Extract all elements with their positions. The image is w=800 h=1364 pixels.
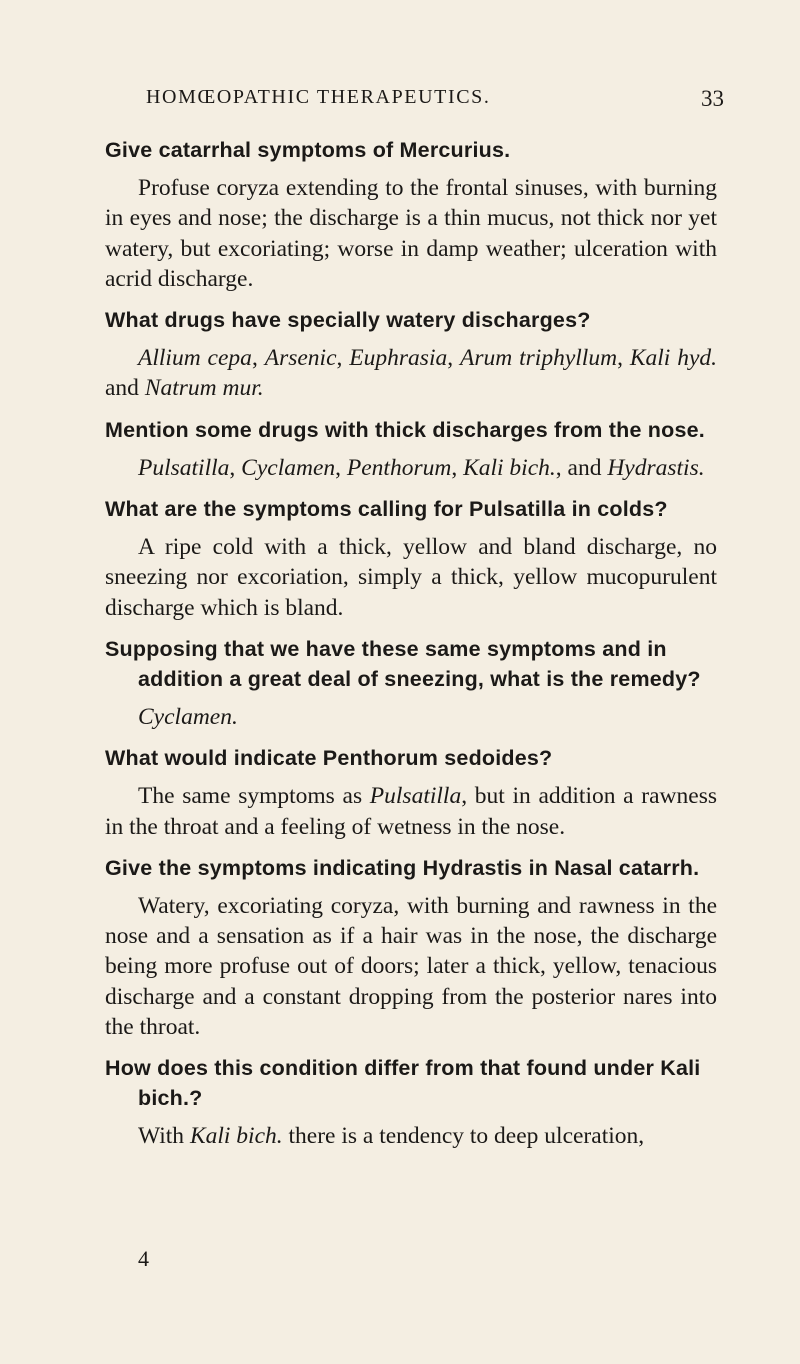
question-3: Mention some drugs with thick discharges from the nose. bbox=[105, 417, 705, 442]
question-7: Give the symptoms indicating Hydrastis in Nasal catarrh. bbox=[105, 855, 700, 880]
page-number: 33 bbox=[701, 86, 724, 111]
answer-text: , but in addition a rawness in the throat and a feeling of wetness in the nose. bbox=[105, 783, 717, 840]
answer-text: , bbox=[451, 454, 464, 481]
answer-text: , and bbox=[555, 454, 608, 481]
remedy-name: Arsenic bbox=[264, 345, 337, 372]
answer-text: A ripe cold with a thick, yellow and bland discharge, no sneezing nor excoriation, simply a thick, yellow mucopurulent discharge which is bland. bbox=[105, 534, 717, 621]
remedy-name: Pulsatilla bbox=[369, 783, 462, 810]
running-title: HOMŒOPATHIC THERAPEUTICS. bbox=[146, 86, 491, 108]
answer-2 bbox=[105, 343, 717, 404]
question-8: How does this condition differ from that found under Kali bich.? bbox=[105, 1056, 701, 1111]
answer-8 bbox=[105, 1121, 717, 1151]
question-5: Supposing that we have these same symptoms and in addition a great deal of sneezing, what is the remedy? bbox=[105, 636, 701, 691]
answer-text: , bbox=[335, 454, 347, 481]
remedy-name: Kali hyd. bbox=[629, 345, 718, 372]
answer-text: Profuse coryza extending to the frontal sinuses, with burning in eyes and nose; the discharge is a thin mucus, not thick nor yet watery, but excoriating; worse in damp weather; ulceration with acrid discharge. bbox=[105, 175, 717, 292]
answer-text: , bbox=[336, 345, 350, 372]
question-2: What drugs have specially watery discharges? bbox=[105, 308, 591, 333]
answer-5 bbox=[105, 702, 717, 732]
remedy-name: Cyclamen. bbox=[138, 703, 238, 730]
remedy-name: Natrum mur. bbox=[144, 375, 264, 402]
remedy-name: Pulsatilla bbox=[138, 454, 230, 481]
answer-3 bbox=[105, 453, 717, 483]
question-1: Give catarrhal symptoms of Mercurius. bbox=[105, 138, 511, 162]
answer-7 bbox=[105, 891, 717, 1042]
answer-text: , bbox=[251, 345, 265, 372]
qa-content bbox=[105, 135, 717, 1163]
remedy-name: Kali bich. bbox=[189, 1123, 283, 1150]
answer-text: The same symptoms as bbox=[138, 783, 370, 810]
signature-mark: 4 bbox=[138, 1246, 149, 1271]
answer-text: , bbox=[229, 454, 242, 481]
question-6: What would indicate Penthorum sedoides? bbox=[105, 746, 553, 771]
answer-text: there is a tendency to deep ulceration, bbox=[282, 1123, 645, 1150]
remedy-name: Arum triphyllum bbox=[460, 345, 618, 372]
answer-text: , bbox=[447, 345, 461, 372]
answer-text: and bbox=[105, 375, 145, 402]
running-head bbox=[146, 86, 724, 116]
remedy-name: Penthorum bbox=[346, 454, 452, 481]
answer-1 bbox=[105, 173, 717, 294]
answer-4 bbox=[105, 532, 717, 623]
remedy-name: Cyclamen bbox=[241, 454, 336, 481]
answer-text: Watery, excoriating coryza, with burning and rawness in the nose and a sensation as if a hair was in the nose, the discharge being more profuse out of doors; later a thick, yellow, tenacious discharge and a constant dropping from the posterior nares into the throat. bbox=[105, 892, 717, 1041]
answer-text: , bbox=[617, 345, 630, 372]
question-4: What are the symptoms calling for Pulsatilla in colds? bbox=[105, 497, 668, 522]
answer-6 bbox=[105, 781, 717, 842]
answer-text: With bbox=[138, 1123, 190, 1150]
remedy-name: Hydrastis. bbox=[607, 454, 705, 481]
remedy-name: Kali bich. bbox=[463, 454, 556, 481]
remedy-name: Allium cepa bbox=[138, 345, 252, 372]
remedy-name: Euphrasia bbox=[349, 345, 448, 372]
